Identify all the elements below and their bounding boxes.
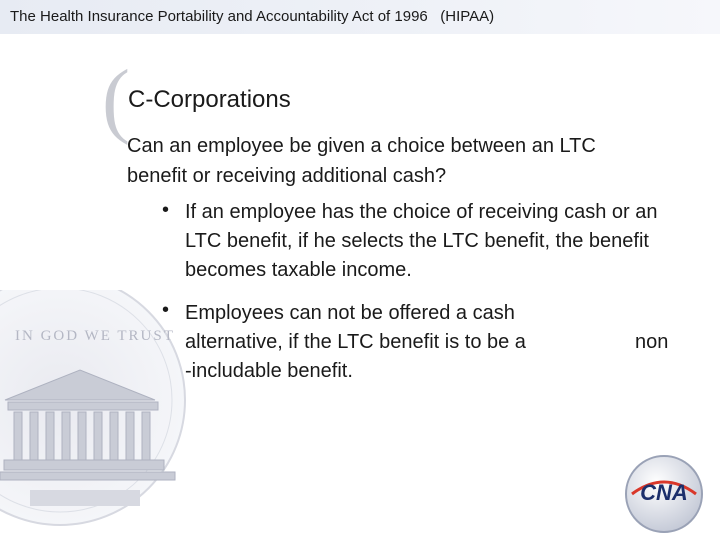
bullet-item: If an employee has the choice of receiving cash or an LTC benefit, if he selects the LTC benefit, the benefit becomes taxable income.	[185, 201, 658, 281]
logo-text: CNA	[640, 480, 688, 505]
decorative-paren: (	[102, 53, 130, 146]
bullet-dot: •	[162, 199, 170, 221]
currency-seal-image	[0, 290, 200, 530]
bullet-item-extra-word: non	[635, 331, 669, 353]
bullet-item	[185, 299, 615, 386]
slide-subtitle: C-Corporations	[128, 86, 291, 113]
seal-text: IN GOD WE TRUST	[15, 328, 175, 344]
bullet-item-text: Employees can not be offered a cash alternative, if the LTC benefit is to be a	[185, 302, 526, 353]
header-title: The Health Insurance Portability and Accountability Act of 1996 (HIPAA)	[10, 8, 495, 25]
cna-logo	[622, 452, 706, 536]
bullet-item-text-continued: -includable benefit.	[185, 360, 353, 382]
bullet-dot: •	[162, 299, 170, 321]
slide-question: Can an employee be given a choice between an LTC benefit or receiving additional cash?	[127, 135, 596, 187]
header-bar	[0, 0, 720, 34]
